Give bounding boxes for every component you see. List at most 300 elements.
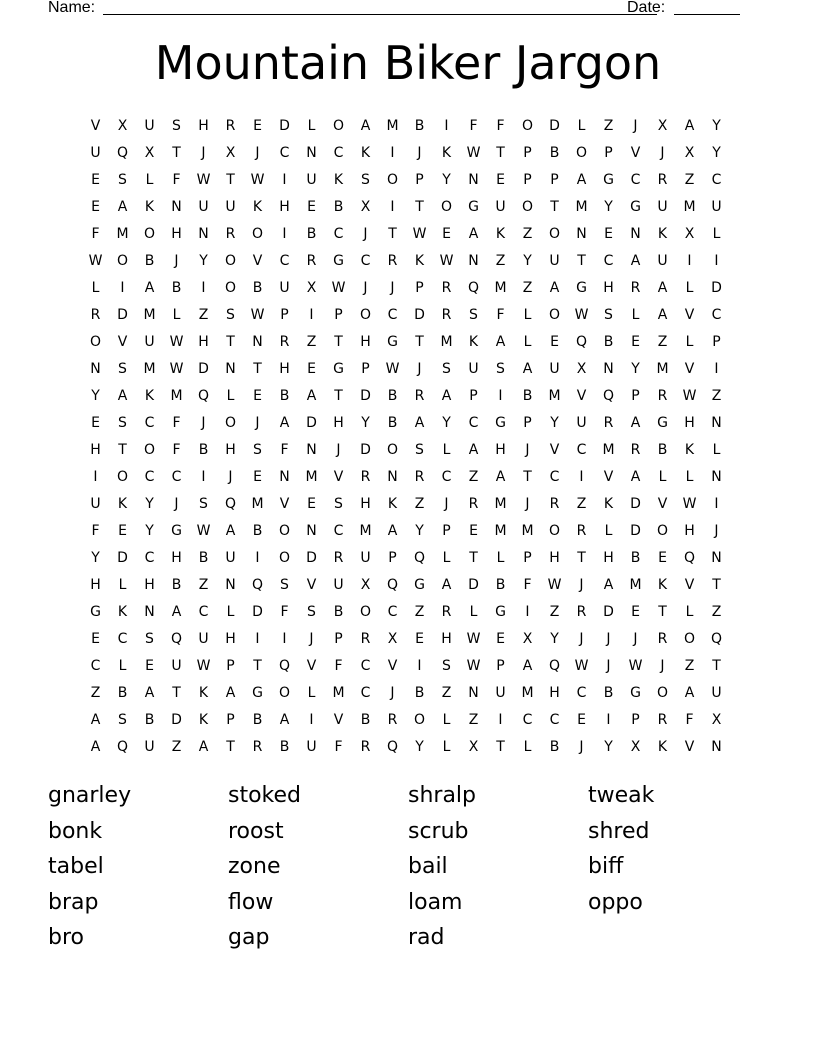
grid-letter: D (117, 549, 128, 566)
grid-letter: R (441, 306, 452, 323)
grid-letter: U (468, 360, 479, 377)
grid-letter: G (468, 198, 479, 215)
grid-letter: N (144, 603, 155, 620)
grid-letter: C (171, 468, 182, 485)
grid-letter: I (309, 306, 314, 323)
date-field[interactable] (674, 0, 740, 15)
grid-letter: C (360, 657, 371, 674)
grid-letter: I (444, 117, 449, 134)
grid-letter: J (525, 441, 530, 458)
grid-letter: Z (684, 657, 695, 674)
grid-letter: M (305, 468, 318, 485)
grid-letter: N (711, 738, 722, 755)
grid-letter: Z (441, 684, 452, 701)
grid-letter: E (91, 171, 100, 188)
grid-letter: Q (602, 387, 615, 404)
grid-letter: D (414, 306, 425, 323)
grid-letter: P (388, 549, 397, 566)
grid-letter: K (387, 495, 398, 512)
grid-letter: Z (414, 603, 425, 620)
grid-letter: I (498, 711, 503, 728)
grid-letter: T (577, 252, 586, 269)
grid-letter: I (714, 495, 719, 512)
word-list-item: biff (588, 854, 624, 879)
grid-letter: C (711, 306, 722, 323)
grid-letter: N (90, 360, 101, 377)
grid-letter: O (278, 549, 291, 566)
grid-letter: H (171, 549, 182, 566)
grid-letter: B (603, 684, 614, 701)
grid-letter: P (550, 171, 559, 188)
grid-letter: V (117, 333, 128, 350)
grid-letter: D (549, 117, 560, 134)
grid-letter: U (90, 144, 101, 161)
grid-letter: J (633, 630, 638, 647)
grid-letter: Z (414, 495, 425, 512)
grid-letter: G (630, 684, 641, 701)
grid-letter: T (226, 738, 235, 755)
grid-letter: B (198, 441, 209, 458)
grid-letter: N (711, 414, 722, 431)
grid-letter: B (252, 279, 263, 296)
word-list-item: bro (48, 925, 84, 950)
grid-letter: R (387, 711, 398, 728)
grid-letter: J (174, 252, 179, 269)
grid-letter: E (307, 495, 316, 512)
grid-letter: P (496, 657, 505, 674)
grid-letter: G (90, 603, 101, 620)
grid-letter: H (198, 117, 209, 134)
grid-letter: K (144, 198, 155, 215)
grid-letter: T (550, 198, 559, 215)
word-list-item: oppo (588, 889, 643, 915)
grid-letter: X (522, 630, 533, 647)
grid-letter: E (91, 630, 100, 647)
grid-letter: W (169, 360, 184, 377)
grid-letter: A (549, 279, 560, 296)
grid-letter: P (631, 387, 640, 404)
grid-letter: R (360, 468, 371, 485)
grid-letter: X (360, 576, 371, 593)
grid-letter: F (172, 441, 181, 458)
grid-letter: W (250, 306, 265, 323)
grid-letter: B (549, 144, 560, 161)
grid-letter: A (576, 171, 587, 188)
grid-letter: H (144, 576, 155, 593)
grid-letter: Y (712, 144, 721, 161)
grid-letter: R (90, 306, 101, 323)
grid-letter: G (603, 171, 614, 188)
grid-letter: U (90, 495, 101, 512)
name-field[interactable] (103, 0, 657, 15)
word-list-item: brap (48, 889, 99, 915)
grid-letter: M (521, 522, 534, 539)
grid-letter: Y (145, 495, 154, 512)
grid-letter: L (226, 387, 235, 404)
grid-letter: D (117, 306, 128, 323)
grid-letter: Y (91, 549, 100, 566)
grid-letter: S (253, 441, 262, 458)
grid-letter: V (306, 657, 317, 674)
grid-letter: K (414, 252, 425, 269)
grid-letter: J (444, 495, 449, 512)
grid-letter: J (363, 225, 368, 242)
grid-letter: J (309, 630, 314, 647)
grid-letter: H (549, 549, 560, 566)
grid-letter: M (143, 360, 156, 377)
grid-letter: S (469, 306, 478, 323)
grid-letter: G (333, 360, 344, 377)
grid-letter: B (414, 117, 425, 134)
grid-letter: I (579, 468, 584, 485)
grid-letter: S (361, 171, 370, 188)
grid-letter: L (91, 279, 100, 296)
grid-letter: N (225, 360, 236, 377)
grid-letter: V (549, 441, 560, 458)
grid-letter: W (196, 657, 211, 674)
grid-letter: A (657, 306, 668, 323)
grid-letter: J (201, 414, 206, 431)
grid-letter: E (253, 387, 262, 404)
grid-letter: V (279, 495, 290, 512)
grid-letter: D (630, 522, 641, 539)
grid-letter: R (333, 549, 344, 566)
grid-letter: B (333, 198, 344, 215)
grid-letter: B (171, 576, 182, 593)
grid-letter: F (172, 171, 181, 188)
grid-letter: G (495, 414, 506, 431)
grid-letter: C (387, 306, 398, 323)
grid-letter: R (657, 630, 668, 647)
grid-letter: T (496, 144, 505, 161)
grid-letter: E (496, 171, 505, 188)
grid-letter: J (606, 657, 611, 674)
grid-letter: A (117, 198, 128, 215)
grid-letter: L (118, 657, 127, 674)
grid-letter: J (579, 630, 584, 647)
word-list (48, 778, 768, 956)
grid-letter: G (576, 279, 587, 296)
grid-letter: F (91, 522, 100, 539)
grid-letter: M (683, 198, 696, 215)
grid-letter: M (602, 441, 615, 458)
grid-letter: L (442, 738, 451, 755)
grid-letter: O (224, 252, 237, 269)
grid-letter: B (387, 414, 398, 431)
grid-letter: G (252, 684, 263, 701)
grid-letter: N (711, 468, 722, 485)
grid-letter: I (714, 360, 719, 377)
grid-letter: F (280, 441, 289, 458)
grid-letter: X (387, 630, 398, 647)
grid-letter: B (144, 252, 155, 269)
grid-letter: L (685, 279, 694, 296)
grid-letter: E (91, 414, 100, 431)
grid-letter: U (657, 198, 668, 215)
grid-letter: V (630, 144, 641, 161)
grid-letter: H (90, 441, 101, 458)
grid-letter: E (496, 630, 505, 647)
grid-letter: A (387, 522, 398, 539)
grid-letter: I (282, 171, 287, 188)
grid-letter: O (251, 225, 264, 242)
grid-letter: B (387, 387, 398, 404)
grid-letter: T (415, 333, 424, 350)
grid-letter: D (360, 441, 371, 458)
grid-letter: J (336, 441, 341, 458)
grid-letter: A (468, 441, 479, 458)
grid-letter: V (387, 657, 398, 674)
grid-letter: C (630, 171, 641, 188)
grid-letter: J (606, 630, 611, 647)
grid-letter: H (90, 576, 101, 593)
grid-letter: S (118, 414, 127, 431)
grid-letter: R (576, 522, 587, 539)
grid-letter: O (386, 171, 399, 188)
grid-letter: F (496, 306, 505, 323)
grid-letter: T (712, 576, 721, 593)
grid-letter: J (363, 279, 368, 296)
grid-letter: S (442, 657, 451, 674)
grid-letter: J (714, 522, 719, 539)
word-list-item: shred (588, 818, 650, 844)
grid-letter: M (494, 495, 507, 512)
grid-letter: Z (198, 306, 209, 323)
grid-letter: T (523, 468, 532, 485)
grid-letter: J (579, 576, 584, 593)
grid-letter: W (331, 279, 346, 296)
grid-letter: Y (415, 522, 424, 539)
grid-letter: R (360, 630, 371, 647)
grid-letter: Y (550, 414, 559, 431)
grid-letter: V (684, 576, 695, 593)
grid-letter: W (412, 225, 427, 242)
grid-letter: Q (413, 549, 426, 566)
grid-letter: R (657, 387, 668, 404)
grid-letter: Z (711, 387, 722, 404)
grid-letter: H (684, 522, 695, 539)
grid-letter: I (390, 198, 395, 215)
grid-letter: H (198, 333, 209, 350)
grid-letter: N (576, 225, 587, 242)
grid-letter: P (226, 711, 235, 728)
grid-letter: L (685, 333, 694, 350)
grid-letter: T (712, 657, 721, 674)
grid-letter: B (414, 684, 425, 701)
grid-letter: L (145, 171, 154, 188)
grid-letter: H (684, 414, 695, 431)
grid-letter: K (441, 144, 452, 161)
grid-letter: N (225, 576, 236, 593)
grid-letter: P (226, 657, 235, 674)
grid-letter: I (687, 252, 692, 269)
grid-letter: E (469, 522, 478, 539)
grid-letter: T (469, 549, 478, 566)
grid-letter: L (307, 684, 316, 701)
grid-letter: U (333, 576, 344, 593)
grid-letter: U (495, 198, 506, 215)
grid-letter: A (630, 468, 641, 485)
grid-letter: R (360, 738, 371, 755)
grid-letter: D (603, 603, 614, 620)
grid-letter: N (630, 225, 641, 242)
grid-letter: K (333, 171, 344, 188)
grid-letter: C (279, 144, 290, 161)
grid-letter: U (711, 684, 722, 701)
grid-letter: G (630, 198, 641, 215)
grid-letter: E (253, 117, 262, 134)
grid-letter: C (144, 468, 155, 485)
grid-letter: I (309, 711, 314, 728)
grid-letter: J (255, 144, 260, 161)
grid-letter: I (255, 549, 260, 566)
grid-letter: L (307, 117, 316, 134)
grid-letter: V (684, 360, 695, 377)
grid-letter: E (631, 333, 640, 350)
grid-letter: P (631, 711, 640, 728)
grid-letter: J (417, 360, 422, 377)
grid-letter: B (603, 333, 614, 350)
grid-letter: A (225, 522, 236, 539)
word-list-item: zone (228, 854, 281, 879)
grid-letter: Y (199, 252, 208, 269)
grid-letter: S (172, 117, 181, 134)
grid-letter: N (306, 144, 317, 161)
grid-letter: Q (386, 738, 399, 755)
grid-letter: S (415, 441, 424, 458)
grid-letter: B (279, 387, 290, 404)
grid-letter: K (603, 495, 614, 512)
grid-letter: S (334, 495, 343, 512)
grid-letter: V (252, 252, 263, 269)
grid-letter: Y (415, 738, 424, 755)
grid-letter: X (711, 711, 722, 728)
grid-letter: R (414, 387, 425, 404)
grid-letter: S (118, 360, 127, 377)
grid-letter: X (684, 144, 695, 161)
grid-letter: H (495, 441, 506, 458)
grid-letter: U (144, 738, 155, 755)
grid-letter: T (172, 144, 181, 161)
grid-letter: V (333, 468, 344, 485)
grid-letter: C (333, 144, 344, 161)
grid-letter: B (306, 225, 317, 242)
grid-letter: C (549, 711, 560, 728)
grid-letter: M (170, 387, 183, 404)
grid-letter: O (521, 198, 534, 215)
grid-letter: Y (442, 171, 451, 188)
grid-letter: Q (386, 576, 399, 593)
grid-letter: R (279, 333, 290, 350)
grid-letter: O (143, 441, 156, 458)
grid-letter: C (360, 252, 371, 269)
grid-letter: K (657, 738, 668, 755)
grid-letter: B (171, 279, 182, 296)
grid-letter: Y (91, 387, 100, 404)
grid-letter: W (574, 657, 589, 674)
grid-letter: O (575, 144, 588, 161)
grid-letter: K (198, 711, 209, 728)
grid-letter: C (576, 684, 587, 701)
header (48, 0, 748, 20)
grid-letter: W (196, 522, 211, 539)
grid-letter: Z (306, 333, 317, 350)
grid-letter: A (306, 387, 317, 404)
grid-letter: N (387, 468, 398, 485)
grid-letter: N (198, 225, 209, 242)
grid-letter: P (469, 387, 478, 404)
grid-letter: J (390, 279, 395, 296)
grid-letter: E (550, 333, 559, 350)
grid-letter: Q (116, 144, 129, 161)
grid-letter: S (496, 360, 505, 377)
grid-letter: C (144, 414, 155, 431)
word-list-item: shralp (408, 783, 477, 808)
grid-letter: Q (116, 738, 129, 755)
grid-letter: A (522, 360, 533, 377)
grid-letter: K (198, 684, 209, 701)
grid-letter: Q (710, 630, 723, 647)
grid-letter: M (116, 225, 129, 242)
grid-letter: N (306, 522, 317, 539)
grid-letter: O (548, 225, 561, 242)
grid-letter: D (468, 576, 479, 593)
grid-letter: G (657, 414, 668, 431)
grid-letter: P (523, 549, 532, 566)
grid-letter: W (196, 171, 211, 188)
grid-letter: T (658, 603, 667, 620)
grid-letter: C (387, 603, 398, 620)
grid-letter: Y (145, 522, 154, 539)
grid-letter: L (685, 468, 694, 485)
word-list-item: scrub (408, 818, 469, 844)
grid-letter: M (575, 198, 588, 215)
grid-letter: I (525, 603, 530, 620)
grid-letter: G (387, 333, 398, 350)
grid-letter: E (577, 711, 586, 728)
grid-letter: O (548, 522, 561, 539)
grid-letter: V (90, 117, 101, 134)
grid-letter: N (468, 171, 479, 188)
grid-letter: L (658, 468, 667, 485)
grid-letter: W (385, 360, 400, 377)
grid-letter: C (603, 252, 614, 269)
grid-letter: E (253, 468, 262, 485)
grid-letter: C (90, 657, 101, 674)
grid-letter: A (414, 414, 425, 431)
grid-letter: Z (90, 684, 101, 701)
grid-letter: C (144, 549, 155, 566)
grid-letter: L (604, 522, 613, 539)
grid-letter: O (278, 684, 291, 701)
grid-letter: E (658, 549, 667, 566)
grid-letter: K (657, 225, 668, 242)
grid-letter: C (198, 603, 209, 620)
grid-letter: H (603, 279, 614, 296)
grid-letter: Z (549, 603, 560, 620)
grid-letter: Z (711, 603, 722, 620)
grid-letter: Q (467, 279, 480, 296)
grid-letter: P (415, 279, 424, 296)
grid-letter: Z (522, 279, 533, 296)
grid-letter: L (469, 603, 478, 620)
grid-letter: A (684, 684, 695, 701)
grid-letter: P (523, 144, 532, 161)
grid-letter: S (307, 603, 316, 620)
grid-letter: A (90, 711, 101, 728)
grid-letter: A (144, 684, 155, 701)
grid-letter: A (441, 576, 452, 593)
